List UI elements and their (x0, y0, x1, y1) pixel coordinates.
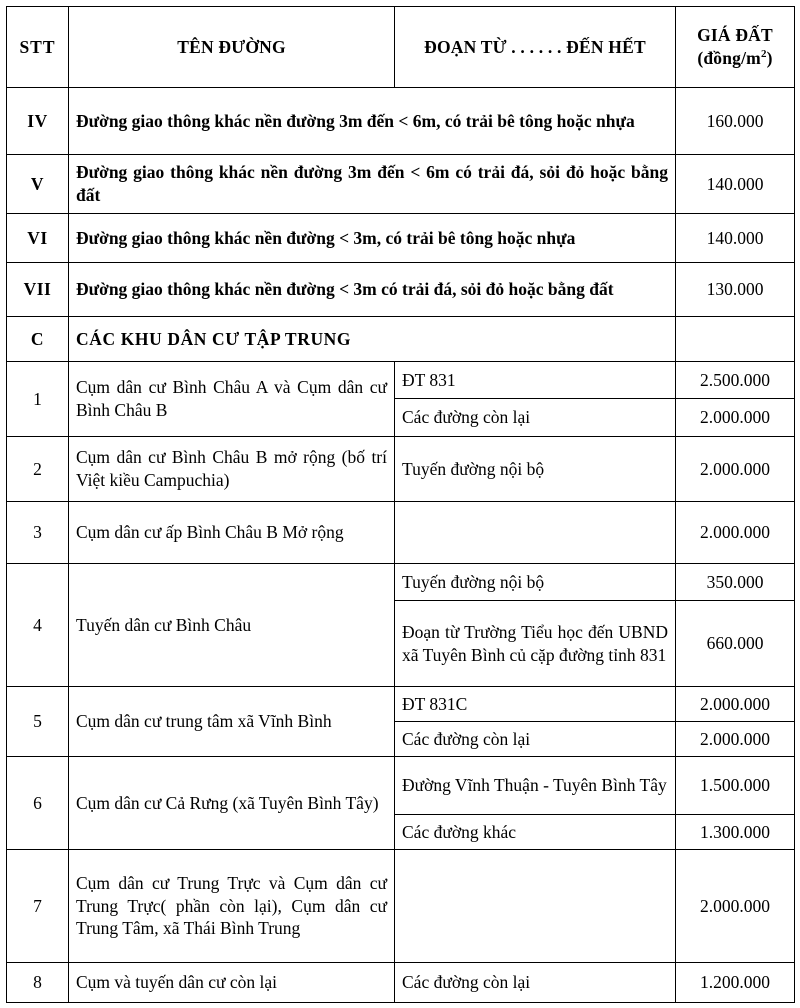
table-row (7, 564, 795, 601)
price-header-unit (697, 48, 772, 68)
row-road-name: Cụm dân cư trung tâm xã Vĩnh Bình (69, 687, 395, 757)
row-price: 2.000.000 (676, 437, 795, 502)
column-header-segment: ĐOẠN TỪ . . . . . . ĐẾN HẾT (395, 7, 676, 88)
row-stt: 6 (7, 757, 69, 850)
row-stt: 5 (7, 687, 69, 757)
row-road-name: Đường giao thông khác nền đường < 3m có trải đá, sỏi đỏ hoặc bằng đất (69, 263, 676, 317)
row-segment: Các đường khác (395, 815, 676, 850)
row-price: 1.300.000 (676, 815, 795, 850)
row-price: 130.000 (676, 263, 795, 317)
column-header-road-name: TÊN ĐƯỜNG (69, 7, 395, 88)
row-segment: Các đường còn lại (395, 399, 676, 437)
table-header-row (7, 7, 795, 88)
price-header-title: GIÁ ĐẤT (697, 25, 773, 46)
row-road-name: Đường giao thông khác nền đường 3m đến < 6m, có trải bê tông hoặc nhựa (69, 88, 676, 155)
row-price: 140.000 (676, 155, 795, 214)
column-header-stt: STT (7, 7, 69, 88)
row-price: 2.500.000 (676, 362, 795, 399)
price-unit-superscript: 2 (760, 48, 767, 61)
row-price: 2.000.000 (676, 687, 795, 722)
section-heading-label: CÁC KHU DÂN CƯ TẬP TRUNG (69, 317, 676, 362)
table-row (7, 502, 795, 564)
row-price: 350.000 (676, 564, 795, 601)
row-stt: VII (7, 263, 69, 317)
row-segment (395, 850, 676, 963)
table-row (7, 214, 795, 263)
row-price: 2.000.000 (676, 722, 795, 757)
table-row (7, 687, 795, 722)
row-price: 2.000.000 (676, 502, 795, 564)
row-price: 2.000.000 (676, 850, 795, 963)
price-unit-suffix: ) (766, 48, 773, 68)
row-stt: VI (7, 214, 69, 263)
row-road-name: Đường giao thông khác nền đường < 3m, có trải bê tông hoặc nhựa (69, 214, 676, 263)
row-road-name: Tuyến dân cư Bình Châu (69, 564, 395, 687)
row-segment: Các đường còn lại (395, 722, 676, 757)
table-row (7, 263, 795, 317)
column-header-price (676, 7, 795, 88)
row-price: 2.000.000 (676, 399, 795, 437)
table-row (7, 155, 795, 214)
row-stt: 7 (7, 850, 69, 963)
row-road-name: Cụm dân cư Cả Rưng (xã Tuyên Bình Tây) (69, 757, 395, 850)
row-price (676, 317, 795, 362)
table-row-section-heading (7, 317, 795, 362)
row-stt: 2 (7, 437, 69, 502)
row-stt: V (7, 155, 69, 214)
row-price: 1.500.000 (676, 757, 795, 815)
price-unit-prefix: (đồng/m (697, 48, 761, 68)
row-segment: ĐT 831 (395, 362, 676, 399)
row-stt: 1 (7, 362, 69, 437)
row-road-name: Cụm dân cư Bình Châu A và Cụm dân cư Bình Châu B (69, 362, 395, 437)
row-stt: IV (7, 88, 69, 155)
row-price: 140.000 (676, 214, 795, 263)
row-road-name: Đường giao thông khác nền đường 3m đến < 6m có trải đá, sỏi đỏ hoặc bằng đất (69, 155, 676, 214)
table-row (7, 88, 795, 155)
table-row (7, 963, 795, 1003)
table-body (7, 88, 795, 1003)
row-price: 160.000 (676, 88, 795, 155)
table-header (7, 7, 795, 88)
row-segment: ĐT 831C (395, 687, 676, 722)
row-segment: Tuyến đường nội bộ (395, 437, 676, 502)
row-road-name: Cụm dân cư ấp Bình Châu B Mở rộng (69, 502, 395, 564)
row-road-name: Cụm và tuyến dân cư còn lại (69, 963, 395, 1003)
row-stt: 3 (7, 502, 69, 564)
row-road-name: Cụm dân cư Trung Trực và Cụm dân cư Trung Trực( phần còn lại), Cụm dân cư Trung Tâm, xã Thái Bình Trung (69, 850, 395, 963)
table-row (7, 437, 795, 502)
row-stt: C (7, 317, 69, 362)
table-row (7, 850, 795, 963)
row-price: 660.000 (676, 601, 795, 687)
table-row (7, 362, 795, 399)
row-stt: 4 (7, 564, 69, 687)
row-price: 1.200.000 (676, 963, 795, 1003)
row-segment: Các đường còn lại (395, 963, 676, 1003)
row-segment: Đường Vĩnh Thuận - Tuyên Bình Tây (395, 757, 676, 815)
row-segment (395, 502, 676, 564)
table-row (7, 757, 795, 815)
row-stt: 8 (7, 963, 69, 1003)
row-segment: Đoạn từ Trường Tiểu học đến UBND xã Tuyên Bình củ cặp đường tỉnh 831 (395, 601, 676, 687)
row-segment: Tuyến đường nội bộ (395, 564, 676, 601)
row-road-name: Cụm dân cư Bình Châu B mở rộng (bố trí Việt kiều Campuchia) (69, 437, 395, 502)
land-price-table (6, 6, 795, 1003)
